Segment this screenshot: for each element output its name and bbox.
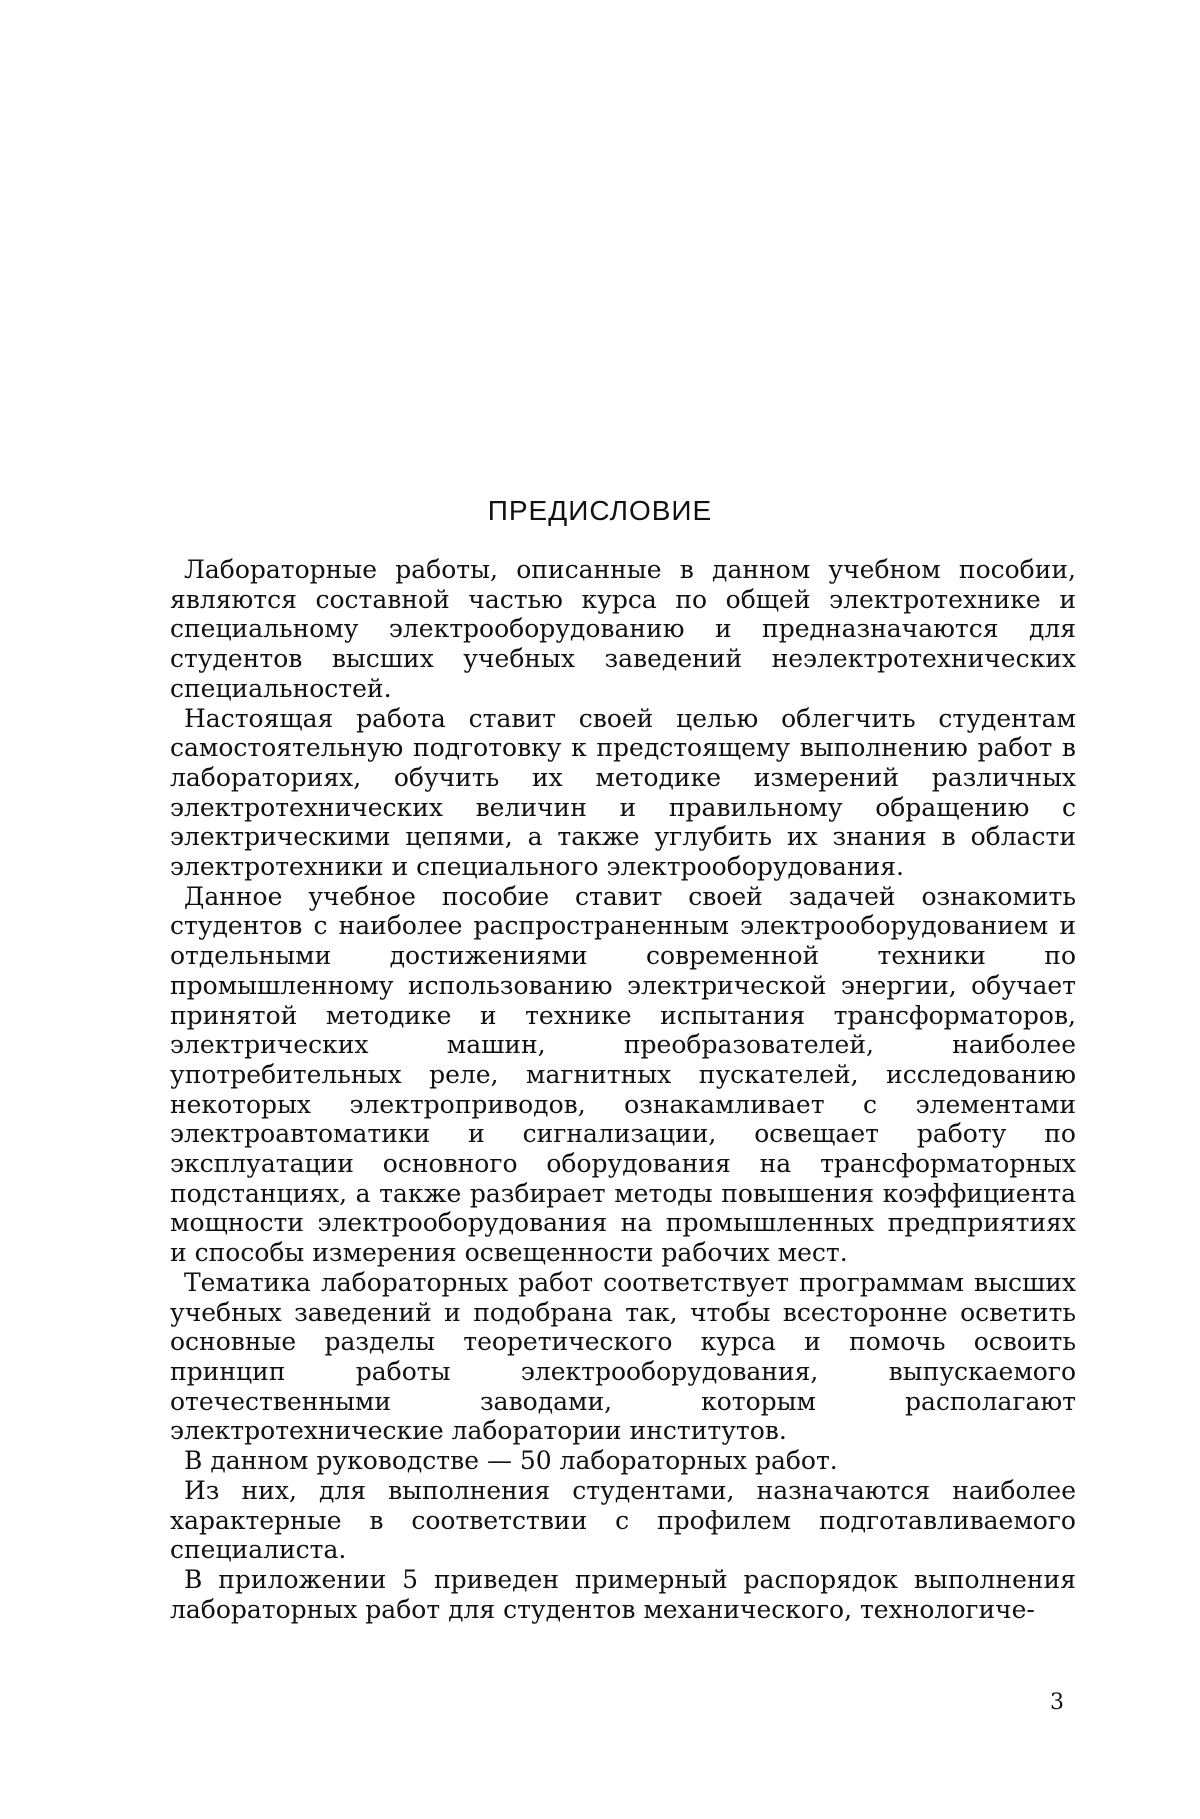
page-title: ПРЕДИСЛОВИЕ bbox=[487, 495, 713, 526]
page-number: 3 bbox=[1050, 1690, 1064, 1715]
paragraph-2: Настоящая работа ставит своей целью облегчить студентам самостоятельную подготовку к предстоящему выполнению работ в лабораториях, обучить их методике измерений различных электротехнических величин и правильному обращению с электрическими цепями, а также углубить их знания в области электротехники и специального электрооборудования. bbox=[170, 703, 1076, 882]
paragraph-4: Тематика лабораторных работ соответствует программам высших учебных заведений и подобрана так, чтобы всесторонне осветить основные разделы теоретического курса и помочь освоить принцип работы электрооборудования, выпускаемого отечественными заводами, которым располагают электротехнические лаборатории институтов. bbox=[170, 1267, 1076, 1446]
body-text bbox=[170, 555, 1076, 1624]
paragraph-1: Лабораторные работы, описанные в данном учебном пособии, являются составной частью курса по общей электротехнике и специальному электрооборудованию и предназначаются для студентов высших учебных заведений неэлектротехнических специальностей. bbox=[170, 555, 1076, 703]
paragraph-7: В приложении 5 приведен примерный распорядок выполнения лабораторных работ для студентов механического, технологиче- bbox=[170, 1564, 1076, 1624]
paragraph-5: В данном руководстве — 50 лабораторных работ. bbox=[184, 1446, 838, 1476]
paragraph-3: Данное учебное пособие ставит своей задачей ознакомить студентов с наиболее распространенным электрооборудованием и отдельными достижениями современной техники по промышленному использованию электрической энергии, обучает принятой методике и технике испытания трансформаторов, электрических машин, преобразователей, наиболее употребительных реле, магнитных пускателей, исследованию некоторых электроприводов, ознакамливает с элементами электроавтоматики и сигнализации, освещает работу по эксплуатации основного оборудования на трансформаторных подстанциях, а также разбирает методы повышения коэффициента мощности электрооборудования на промышленных предприятиях и способы измерения освещенности рабочих мест. bbox=[170, 881, 1076, 1268]
paragraph-6: Из них, для выполнения студентами, назначаются наиболее характерные в соответствии с профилем подготавливаемого специалиста. bbox=[170, 1475, 1076, 1565]
